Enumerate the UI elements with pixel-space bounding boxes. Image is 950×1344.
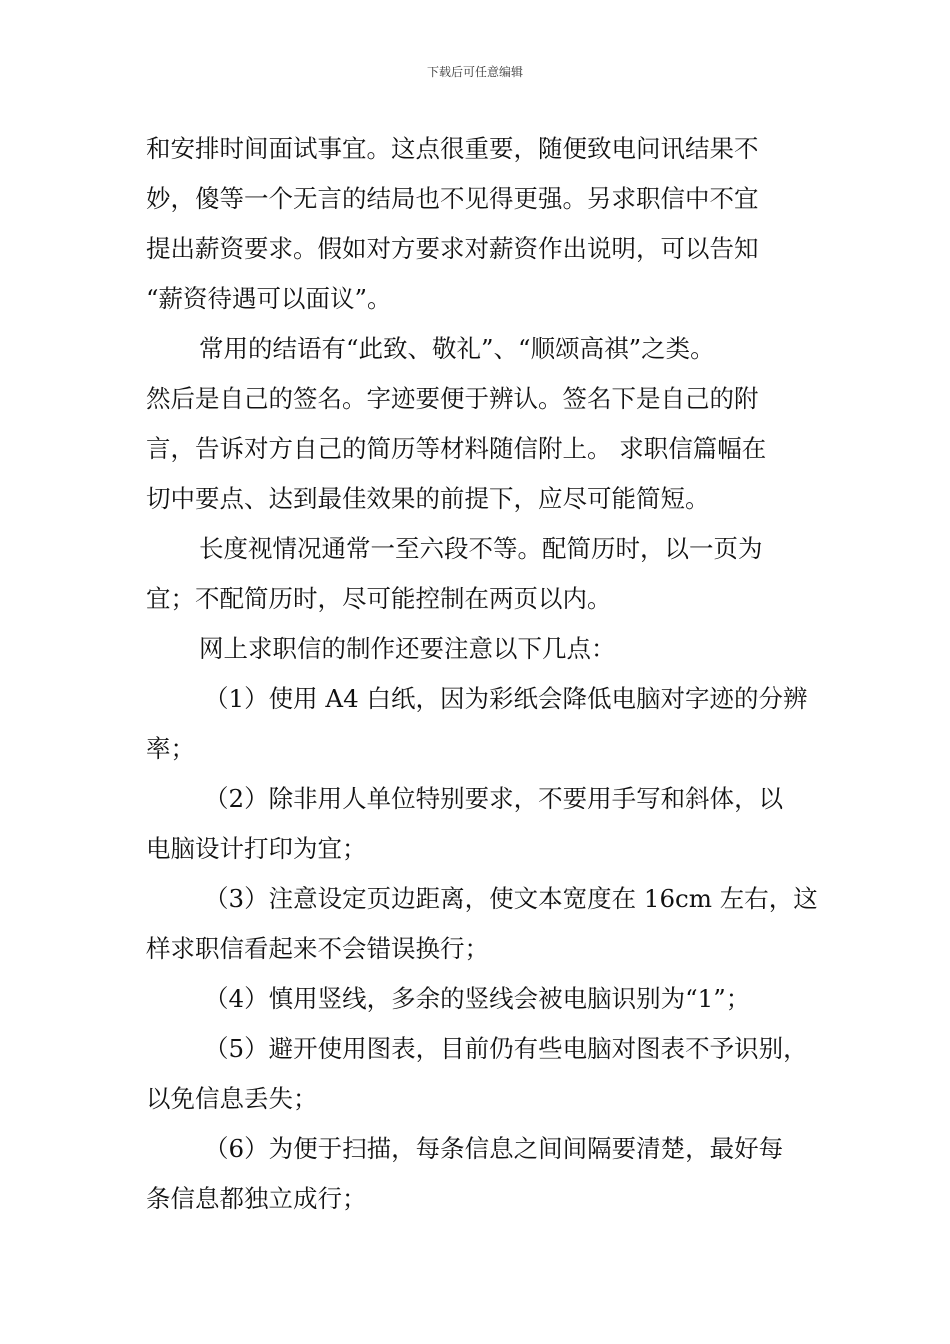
- page-header: 下载后可任意编辑: [426, 65, 523, 79]
- paragraph-line: 长度视情况通常一至六段不等。配简历时，以一页为: [199, 534, 763, 563]
- paragraph-line: （5）避开使用图表，目前仍有些电脑对图表不予识别，: [204, 1034, 808, 1063]
- paragraph-line: 言，告诉对方自己的简历等材料随信附上。 求职信篇幅在: [146, 434, 767, 463]
- paragraph-line: 提出薪资要求。假如对方要求对薪资作出说明，可以告知: [146, 234, 759, 263]
- paragraph-line: （2）除非用人单位特别要求，不要用手写和斜体，以: [204, 784, 784, 813]
- paragraph-line: 电脑设计打印为宜；: [146, 834, 367, 863]
- list-item-4: [146, 974, 810, 1024]
- paragraph-line: 宜；不配简历时，尽可能控制在两页以内。: [146, 584, 612, 613]
- paragraph-line: （1）使用 A4 白纸，因为彩纸会降低电脑对字迹的分辨: [204, 684, 808, 713]
- paragraph-line: （4）慎用竖线，多余的竖线会被电脑识别为“1”；: [204, 984, 751, 1013]
- paragraph-line: “薪资待遇可以面议”。: [146, 284, 392, 313]
- list-item-1: [146, 674, 810, 774]
- paragraph-line: 常用的结语有“此致、敬礼”、“顺颂高祺”之类。: [199, 334, 715, 363]
- paragraph-line: 样求职信看起来不会错误换行；: [146, 934, 489, 963]
- paragraph-line: 切中要点、达到最佳效果的前提下，应尽可能简短。: [146, 484, 710, 513]
- paragraph-line: 以免信息丢失；: [146, 1084, 318, 1113]
- list-item-6: [146, 1124, 810, 1224]
- paragraph-1: [146, 124, 810, 324]
- paragraph-3: [146, 524, 810, 624]
- paragraph-line: 然后是自己的签名。字迹要便于辨认。签名下是自己的附: [146, 384, 759, 413]
- list-item-3: [146, 874, 818, 974]
- document-body: [146, 124, 818, 1224]
- paragraph-4: [146, 624, 810, 674]
- list-item-5: [146, 1024, 810, 1124]
- paragraph-line: 和安排时间面试事宜。这点很重要，随便致电问讯结果不: [146, 134, 759, 163]
- paragraph-2: [146, 324, 810, 524]
- paragraph-line: 条信息都独立成行；: [146, 1184, 367, 1213]
- paragraph-line: 率；: [146, 734, 195, 763]
- paragraph-line: 网上求职信的制作还要注意以下几点：: [199, 634, 616, 663]
- paragraph-line: 妙，傻等一个无言的结局也不见得更强。另求职信中不宜: [146, 184, 759, 213]
- paragraph-line: （3）注意设定页边距离，使文本宽度在 16cm 左右，这: [204, 884, 818, 913]
- paragraph-line: （6）为便于扫描，每条信息之间间隔要清楚，最好每: [204, 1134, 784, 1163]
- list-item-2: [146, 774, 810, 874]
